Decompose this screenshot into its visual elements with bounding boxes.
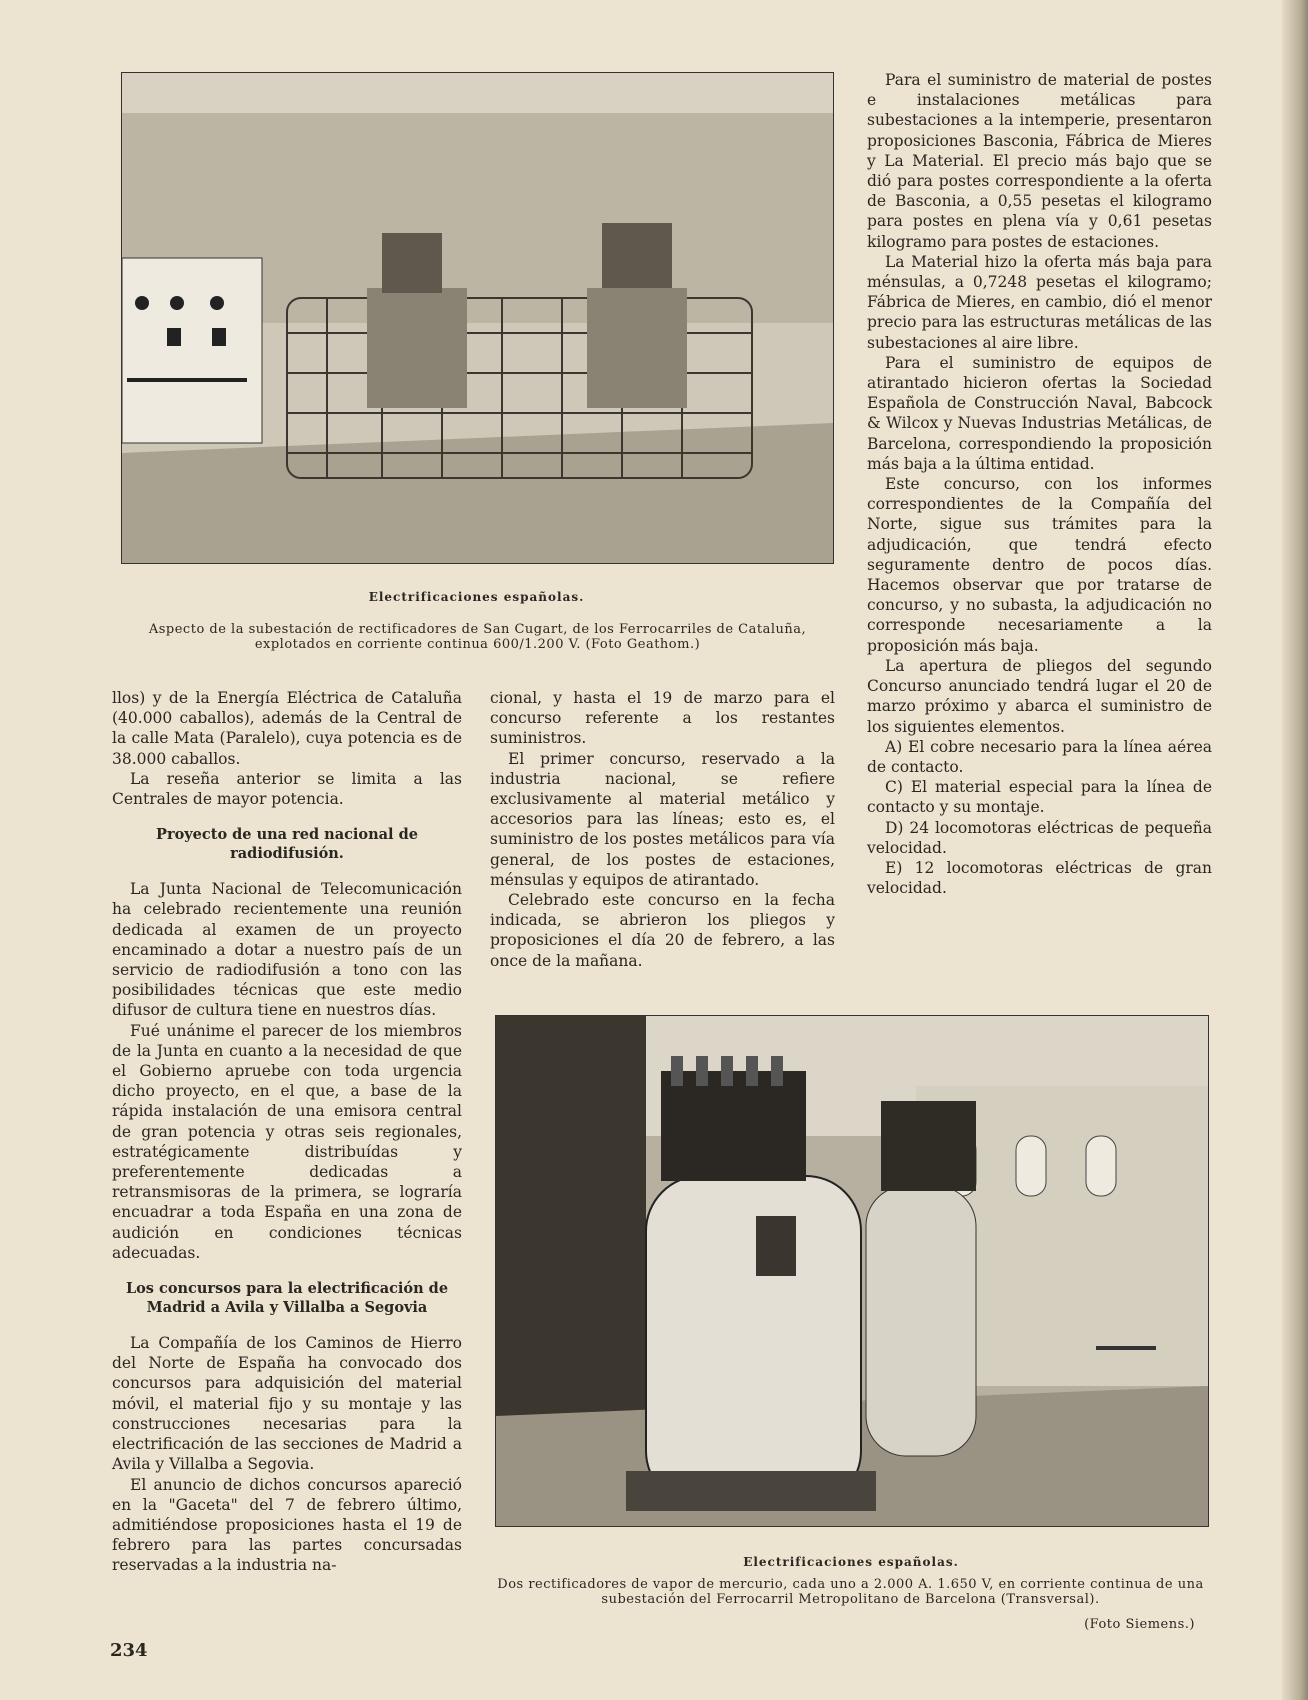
bottom-caption-text: Dos rectificadores de vapor de mercurio, cada uno a 2.000 A. 1.650 V, en corriente continua de una subestación del Ferrocarril Metropolitano de Barcelona (Transversal). (497, 1577, 1204, 1607)
paragraph: Celebrado este concurso en la fecha indicada, se abrieron los pliegos y proposiciones el día 20 de febrero, a las once de la mañana. (490, 891, 835, 970)
paragraph: Para el suministro de material de postes e instalaciones metálicas para subestaciones a la intemperie, presentaron proposiciones Basconia, Fábrica de Mieres y La Material. El precio más bajo que se dió para postes correspondiente a la oferta de Basconia, a 0,55 pesetas el kilogramo para postes en plena vía y 0,61 pesetas kilogramo para postes de estaciones. (867, 71, 1212, 251)
page-number: 234 (110, 1640, 148, 1661)
paragraph: La reseña anterior se limita a las Centrales de mayor potencia. (112, 769, 462, 809)
paragraph: La Compañía de los Caminos de Hierro del Norte de España ha convocado dos concursos para adquisición del material móvil, el material fijo y su montaje y las construcciones necesarias para la electrificación de las secciones de Madrid a Avila y Villalba a Segovia. (112, 1334, 462, 1474)
list-item: E) 12 locomotoras eléctricas de gran velocidad. (867, 858, 1212, 898)
top-caption-title: Electrificaciones españolas. (368, 590, 585, 604)
list-item: A) El cobre necesario para la línea aérea de contacto. (867, 737, 1212, 776)
paragraph: La Junta Nacional de Telecomunicación ha celebrado recientemente una reunión dedicada al examen de un proyecto encaminado a dotar a nuestro país de un servicio de radiodifusión a tono con las posibilidades técnicas que este medio difusor de cultura tiene en nuestros días. (112, 880, 462, 1020)
section-heading-electrification: Los concursos para la electrificación de Madrid a Avila y Villalba a Segovia (125, 1280, 449, 1317)
column-3 (867, 70, 1212, 898)
list-item: C) El material especial para la línea de contacto y su montaje. (867, 778, 1212, 817)
paragraph: Fué unánime el parecer de los miembros de la Junta en cuanto a la necesidad de que el Gobierno apruebe con toda urgencia dicho proyecto, en el que, a base de la rápida instalación de una emisora central de gran potencia y otras seis regionales, estratégicamente distribuídas y preferentemente dedicadas a retransmisoras de la primera, se lograría encuadrar a toda España en una zona de audición en condiciones técnicas adecuadas. (112, 1021, 462, 1262)
paragraph: Este concurso, con los informes correspondientes de la Compañía del Norte, sigue sus trámites para la adjudicación, que tendrá efecto seguramente dentro de pocos días. Hacemos observar que por tratarse de concurso, y no subasta, la adjudicación no corresponde necesariamente a la proposición más baja. (867, 475, 1212, 655)
section-heading-radio: Proyecto de una red nacional de radiodifusión. (156, 826, 418, 863)
paragraph: cional, y hasta el 19 de marzo para el concurso referente a los restantes suministros. (490, 689, 835, 748)
page-edge (1282, 0, 1308, 1700)
column-2 (490, 688, 835, 971)
paragraph: El anuncio de dichos concursos apareció en la "Gaceta" del 7 de febrero último, admitiéndose proposiciones hasta el 19 de febrero para las partes concursadas reservadas a la industria na- (112, 1475, 462, 1575)
top-caption-text: Aspecto de la subestación de rectificadores de San Cugart, de los Ferrocarriles de Cataluña, explotados en corriente continua 600/1.200 V. (Foto Geathom.) (148, 622, 807, 652)
bottom-caption-credit: (Foto Siemens.) (1084, 1617, 1195, 1632)
paragraph: llos) y de la Energía Eléctrica de Cataluña (40.000 caballos), además de la Central de la calle Mata (Paralelo), cuya potencia es de 38.000 caballos. (112, 689, 462, 768)
bottom-caption-title: Electrificaciones españolas. (743, 1555, 959, 1569)
paragraph: La Material hizo la oferta más baja para ménsulas, a 0,7248 pesetas el kilogramo; Fábrica de Mieres, en cambio, dió el menor precio para las estructuras metálicas de las subestaciones al aire libre. (867, 252, 1212, 352)
list-item: D) 24 locomotoras eléctricas de pequeña velocidad. (867, 818, 1212, 857)
paragraph: El primer concurso, reservado a la industria nacional, se refiere exclusivamente al material metálico y accesorios para las líneas; esto es, el suministro de los postes metálicos para vía general, de los postes de estaciones, ménsulas y equipos de atirantado. (490, 749, 835, 889)
paragraph: La apertura de pliegos del segundo Concurso anunciado tendrá lugar el 20 de marzo próximo y abarca el suministro de los siguientes elementos. (867, 656, 1212, 736)
paragraph: Para el suministro de equipos de atirantado hicieron ofertas la Sociedad Española de Construcción Naval, Babcock & Wilcox y Nuevas Industrias Metálicas, de Barcelona, correspondiendo la proposición más baja a la última entidad. (867, 353, 1212, 473)
photo-rectifier-substation (121, 72, 834, 564)
column-1 (112, 688, 462, 1576)
photo-mercury-rectifiers (495, 1015, 1209, 1527)
